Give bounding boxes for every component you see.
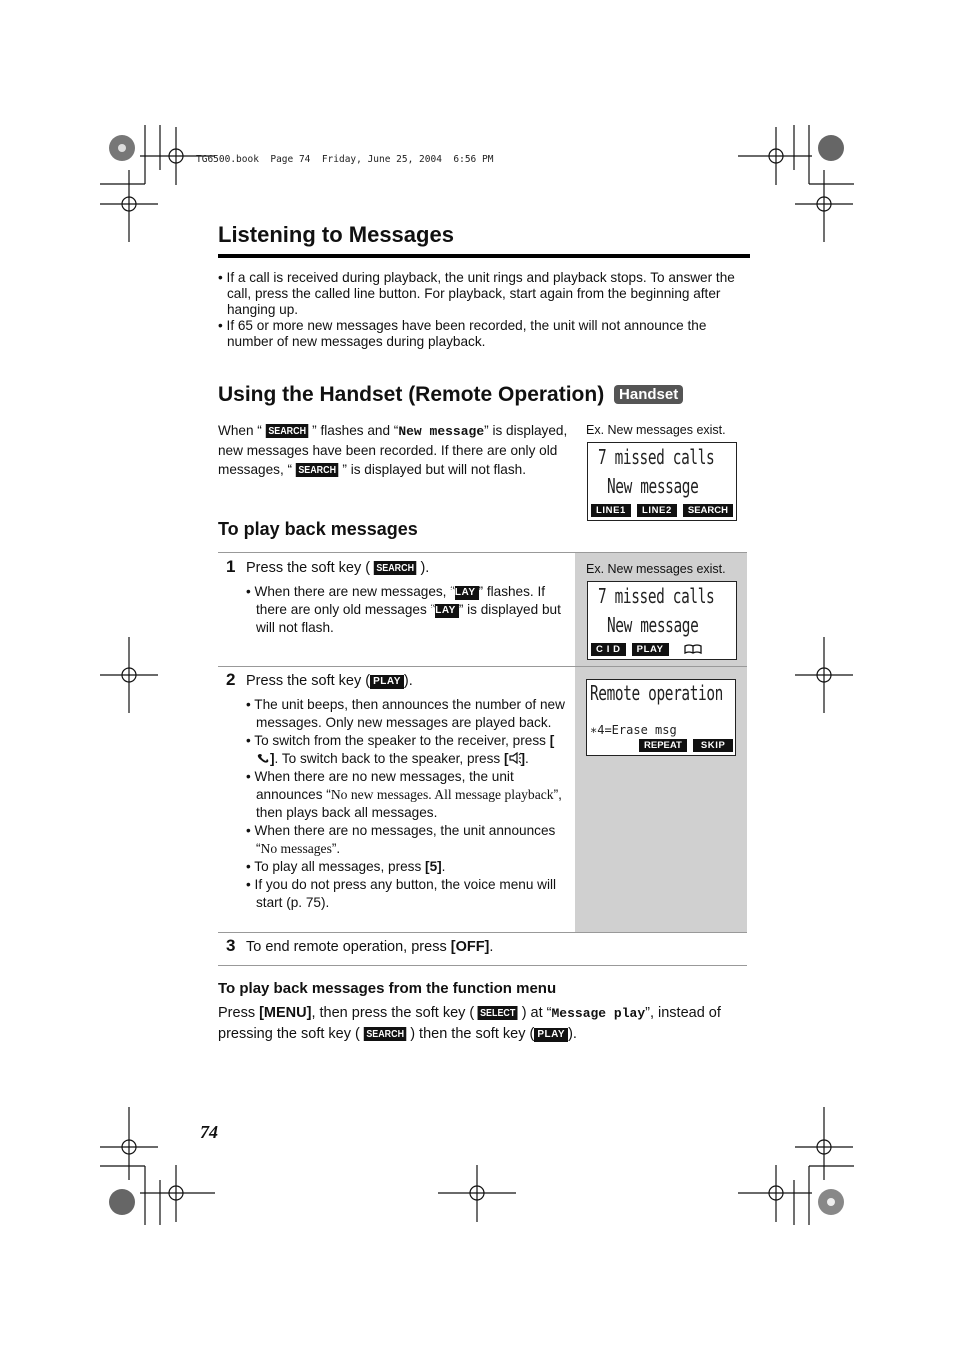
step-row <box>218 552 747 667</box>
detail-text: ” flashes. If there are only old messages “ <box>256 584 546 617</box>
lcd-line: New message <box>607 613 699 637</box>
func-text: ) at “ <box>521 1005 552 1021</box>
func-text: , then press the soft key ( <box>311 1005 475 1021</box>
function-menu-paragraph <box>218 1003 748 1045</box>
play-key-badge: PLAY <box>435 604 459 618</box>
bullet-item: • If 65 or more new messages have been recorded, the unit will not announce the number of new messages during playback. <box>218 318 707 349</box>
step-detail <box>246 858 568 876</box>
phonebook-icon <box>683 643 703 655</box>
step-details <box>246 696 568 912</box>
intro-paragraph <box>218 421 576 479</box>
intro-text: When “ <box>218 423 262 438</box>
lcd-line: New message <box>607 474 699 498</box>
skip-key: SKIP <box>693 739 734 752</box>
func-text: ). <box>568 1026 577 1042</box>
search-key-badge: SEARCH <box>266 424 309 438</box>
detail-text: ” is displayed but will not flash. <box>256 602 561 635</box>
step-text-part: ). <box>420 560 430 576</box>
speaker-icon <box>509 752 521 764</box>
menu-key: [MENU] <box>259 1005 312 1021</box>
line2-key: LINE2 <box>637 504 677 517</box>
step-detail <box>246 583 566 637</box>
page-number: 74 <box>200 1122 218 1142</box>
message-play-text: Message play <box>551 1006 646 1021</box>
lcd-line: Remote operation <box>590 681 723 705</box>
step-text <box>246 939 493 955</box>
search-key-badge: SEARCH <box>374 561 417 575</box>
play-key-badge: PLAY <box>534 1028 568 1042</box>
key-5: [5] <box>425 859 442 874</box>
intro-text: ” flashes and “ <box>312 423 399 438</box>
play-key-badge: PLAY <box>455 586 479 600</box>
lcd-softkeys <box>591 504 733 517</box>
step-detail <box>246 732 568 768</box>
step-detail <box>246 822 568 858</box>
subheading-function-menu: To play back messages from the function menu <box>218 980 557 997</box>
lcd-display-2 <box>587 581 737 660</box>
title-rule <box>218 254 750 258</box>
repeat-key: REPEAT <box>639 739 687 752</box>
section-heading <box>218 383 683 407</box>
lcd-softkeys <box>639 739 733 752</box>
bullet-item: • If a call is received during playback, the unit rings and playback stops. To answer the call, press the called line button. For playback, start again from the beginning after hanging up. <box>218 270 735 317</box>
example-label: Ex. New messages exist. <box>586 423 726 437</box>
step-row <box>218 932 747 966</box>
detail-text: • When there are no messages, the unit announces “ <box>246 823 556 856</box>
search-key-badge: SEARCH <box>364 1027 407 1041</box>
step-detail: • The unit beeps, then announces the number of new messages. Only new messages are played back. <box>246 697 565 730</box>
step-text-part: Press the soft key ( <box>246 560 371 576</box>
lcd-line: 7 missed calls <box>598 584 715 608</box>
voice-prompt-text: No messages <box>260 841 332 856</box>
detail-text: • To play all messages, press <box>246 859 426 874</box>
section-heading-text: Using the Handset (Remote Operation) <box>218 383 605 406</box>
step-text-part: . <box>489 939 494 955</box>
select-key-badge: SELECT <box>478 1006 518 1020</box>
speaker-key: [ ] <box>503 751 526 766</box>
func-text: ) then the soft key ( <box>410 1026 535 1042</box>
step-detail <box>246 768 568 822</box>
step-row <box>218 666 747 933</box>
talk-icon <box>256 752 270 764</box>
step-text-part: ). <box>403 673 413 689</box>
play-key: PLAY <box>632 643 669 656</box>
detail-text: . To switch back to the speaker, press <box>274 751 504 766</box>
example-label: Ex. New messages exist. <box>586 562 726 576</box>
talk-key: [] <box>256 733 554 766</box>
step-text <box>246 673 413 689</box>
detail-text: • To switch from the speaker to the receiver, press <box>246 733 550 748</box>
lcd-line: 7 missed calls <box>598 445 715 469</box>
lcd-line: ∗4=Erase msg <box>590 723 677 737</box>
step-text <box>246 560 429 576</box>
intro-text: ” is displayed, new messages have been recorded. If there are only old messages, “ <box>218 423 568 477</box>
voice-prompt-text: No new messages. All message playback <box>330 787 554 802</box>
lcd-softkeys <box>591 643 703 656</box>
step-text-part: To end remote operation, press <box>246 939 451 955</box>
handset-tag: Handset <box>614 385 683 404</box>
func-text: Press <box>218 1005 260 1021</box>
func-text: ”, instead of pressing the soft key ( <box>218 1005 721 1042</box>
step-details <box>246 583 566 637</box>
step-number: 3 <box>226 936 236 955</box>
step-number: 2 <box>226 670 236 689</box>
subheading: To play back messages <box>218 519 418 539</box>
step-text-part: Press the soft key ( <box>246 673 371 689</box>
intro-bullets <box>218 270 748 350</box>
detail-text: . <box>525 751 529 766</box>
intro-text: ” is displayed but will not flash. <box>342 462 526 477</box>
play-key-badge: PLAY <box>370 675 404 689</box>
new-message-text: New message <box>398 424 485 439</box>
search-key-badge: SEARCH <box>296 463 339 477</box>
page-title: Listening to Messages <box>218 222 454 247</box>
step-number: 1 <box>226 557 236 576</box>
print-header: TG6500.book Page 74 Friday, June 25, 2004 6:56 PM <box>196 154 494 165</box>
detail-text: • When there are new messages, “ <box>246 584 455 599</box>
detail-text: • When there are no new messages, the unit announces “ <box>246 769 514 802</box>
detail-text: ”, then plays back all messages. <box>256 787 562 820</box>
line1-key: LINE1 <box>591 504 631 517</box>
search-key: SEARCH <box>683 504 733 517</box>
lcd-display-3 <box>586 679 736 756</box>
cid-key: C I D <box>591 643 626 656</box>
step-detail: • If you do not press any button, the voice menu will start (p. 75). <box>246 877 557 910</box>
off-key: [OFF] <box>450 939 490 955</box>
lcd-display-1 <box>587 442 737 521</box>
detail-text: . <box>441 859 446 874</box>
detail-text: ”. <box>331 841 341 856</box>
